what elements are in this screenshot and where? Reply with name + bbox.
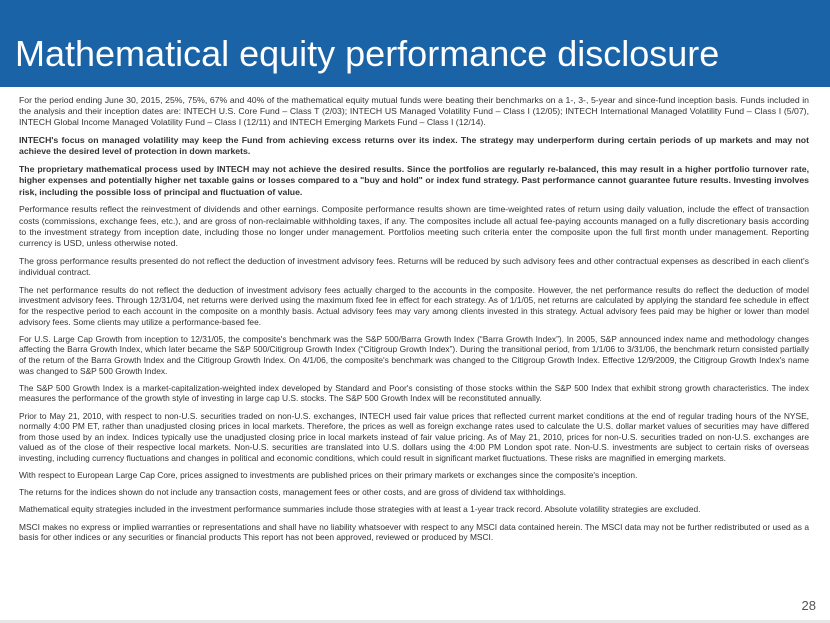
paragraph-sp500-growth-index: The S&P 500 Growth Index is a market-capitalization-weighted index developed by Standard and Poor's consisting of those stocks within the S&P 500 Index that exhibit strong growth characteristics. The index measures the performance of the growth style of investing in large cap U.S. stocks. The S&P 500 Growth Index will be reconstituted annually. (19, 382, 809, 404)
slide-title: Mathematical equity performance disclosure (15, 33, 720, 74)
paragraph-fund-performance: For the period ending June 30, 2015, 25%, 75%, 67% and 40% of the mathematical equity mutual funds were beating their benchmarks on a 1-, 3-, 5-year and since-fund inception basis. Funds included in the analysis and their inception dates are: INTECH U.S. Core Fund – Class T (2/03); INTECH US Managed Volatility Fund – Class I (12/05); INTECH International Managed Volatility Fund – Class I (5/07), INTECH Global Income Managed Volatility Fund – Class I (12/11) and INTECH Emerging Markets Fund – Class I (12/14). (19, 95, 809, 128)
paragraph-strategy-inclusion: Mathematical equity strategies included in the investment performance summaries include those strategies with at least a 1-year track record. Absolute volatility strategies are excluded. (19, 504, 701, 515)
paragraph-net-performance: The net performance results do not reflect the deduction of investment advisory fees actually charged to the accounts in the composite. However, the net performance results do reflect the deduction of model investment advisory fees. Through 12/31/04, net returns were derived using the maximum fixed fee in effect for each strategy. As of 1/1/05, net returns are calculated by applying the standard fee schedule in effect for the respective period to each account in the composite on a monthly basis. Actual advisory fees may vary among clients invested in this strategy. Actual advisory fees paid may be higher or lower than model advisory fees. Some clients may utilize a performance-based fee. (19, 284, 809, 327)
paragraph-index-returns: The returns for the indices shown do not include any transaction costs, management fees or other costs, and are gross of dividend tax withholdings. (19, 487, 567, 498)
paragraph-european-large-cap: With respect to European Large Cap Core, prices assigned to investments are published prices on their primary markets or exchanges since the composite's inception. (19, 470, 638, 481)
paragraph-performance-results: Performance results reflect the reinvestment of dividends and other earnings. Composite performance results shown are time-weighted rates of return using daily valuation, include the effect of transaction costs (commissions, exchange fees, etc.), and are gross of non-reclaimable withholding taxes, if any. The composites include all actual fee-paying accounts managed on a fully discretionary basis according to the investment strategy from inception date, including those no longer under management. Portfolios meeting such criteria enter the composite upon the full first month under management. Reporting currency is USD, unless otherwise noted. (19, 204, 809, 249)
paragraph-managed-volatility-risk: INTECH's focus on managed volatility may keep the Fund from achieving excess returns over its index. The strategy may underperform during certain periods of up markets and may not achieve the desired level of protection in down markets. (19, 135, 809, 157)
disclosure-body (19, 95, 809, 549)
paragraph-msci-disclaimer: MSCI makes no express or implied warranties or representations and shall have no liability whatsoever with respect to any MSCI data contained herein. The MSCI data may not be further redistributed or used as a basis for other indices or any securities or financial products This report has not been approved, reviewed or produced by MSCI. (19, 521, 809, 543)
paragraph-benchmark-history: For U.S. Large Cap Growth from inception to 12/31/05, the composite's benchmark was the S&P 500/Barra Growth Index (“Barra Growth Index”). In 2005, S&P announced index name and methodology changes affecting the Barra Growth Index, which later became the S&P 500/Citigroup Growth Index (“Citigroup Growth Index”). During the transitional period, from 1/1/06 to 3/31/06, the benchmark return consisted partially of the return of the Barra Growth Index and the Citigroup Growth Index. On 4/1/06, the composite's benchmark was changed to the Citigroup Growth Index. Effective 12/9/2009, the Citigroup Growth Index's name was changed to S&P 500 Growth Index. (19, 333, 809, 376)
page-number: 28 (801, 598, 816, 613)
paragraph-gross-performance: The gross performance results presented do not reflect the deduction of investment advisory fees. Returns will be reduced by such advisory fees and other contractual expenses as described in each client's individual contract. (19, 255, 809, 278)
paragraph-fair-value-pricing: Prior to May 21, 2010, with respect to non-U.S. securities traded on non-U.S. exchanges, INTECH used fair value prices that reflected current market conditions at the end of regular trading hours of the NYSE, normally 4:00 PM ET, rather than unadjusted closing prices in local markets. Therefore, the prices as well as foreign exchange rates used to calculate the U.S. dollar market values of securities may have differed from those used by an index. Indices typically use the unadjusted closing price in local markets instead of fair value pricing. As of May 21, 2010, prices for non-U.S. securities traded on non-U.S. exchanges are valued as of the close of their respective local markets. Non-U.S. securities are translated into U.S. dollars using the 4:00 PM London spot rate. Non-U.S. investments are subject to certain risks of overseas investing, including currency fluctuations and changes in political and economic conditions, which could result in significant market fluctuations. These risks are magnified in emerging markets. (19, 410, 809, 463)
title-bar (0, 0, 830, 87)
paragraph-process-risk: The proprietary mathematical process used by INTECH may not achieve the desired results. Since the portfolios are regularly re-balanced, this may result in a higher portfolio turnover rate, higher expenses and potentially higher net taxable gains or losses compared to a "buy and hold" or index fund strategy. Past performance cannot guarantee future results. Investing involves risk, including the possible loss of principal and fluctuation of value. (19, 164, 809, 197)
